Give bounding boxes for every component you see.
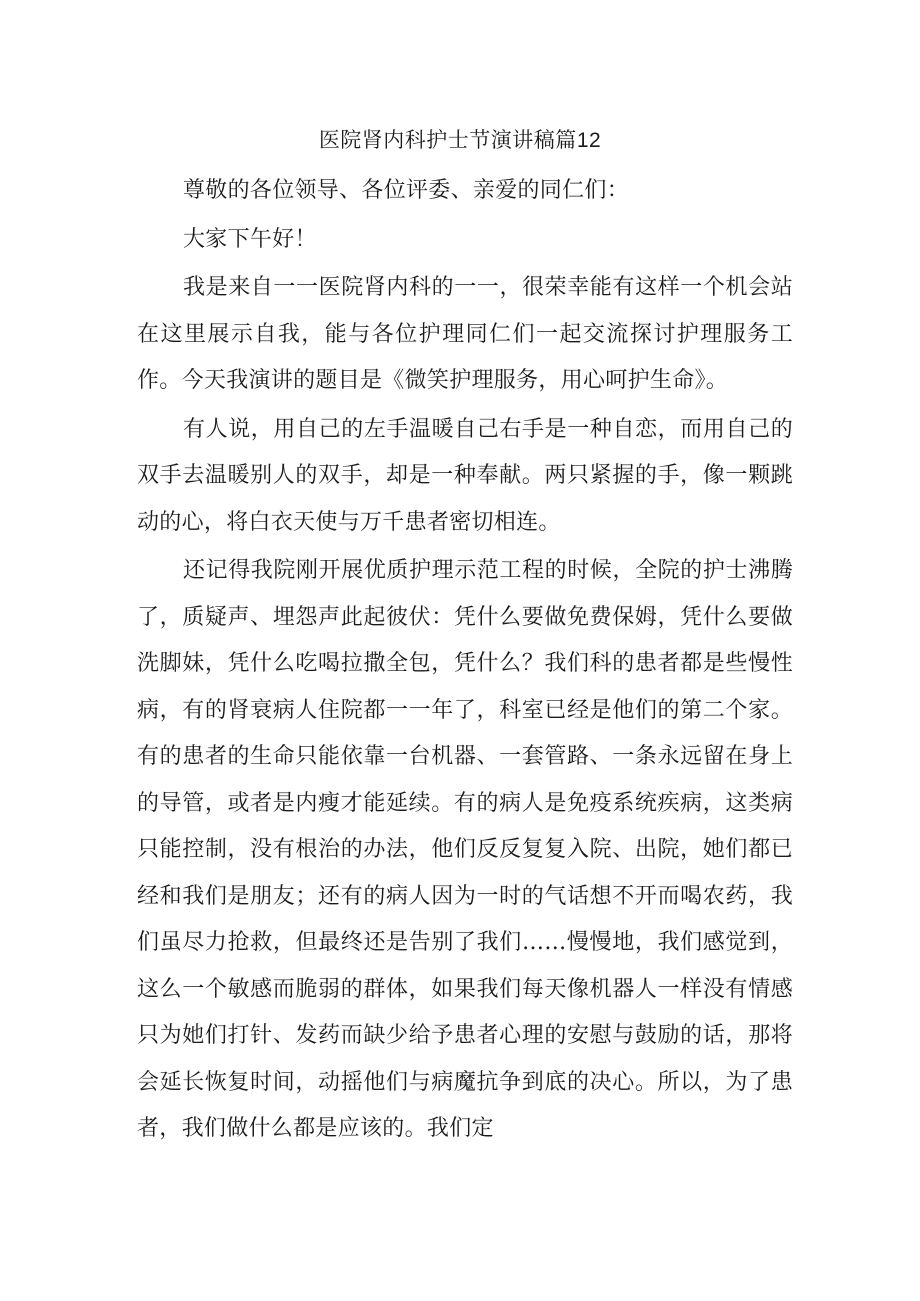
title-number: 12 xyxy=(576,129,602,152)
body-paragraph: 我是来自一一医院肾内科的一一，很荣幸能有这样一个机会站在这里展示自我，能与各位护理同仁们一起交流探讨护理服务工作。今天我演讲的题目是《微笑护理服务，用心呵护生命》。 xyxy=(137,275,793,393)
body-paragraph: 还记得我院刚开展优质护理示范工程的时候，全院的护士沸腾了，质疑声、埋怨声此起彼伏：凭什么要做免费保姆，凭什么要做洗脚妹，凭什么吃喝拉撒全包，凭什么？我们科的患者都是些慢性病，有的肾衰病人住院都一一年了，科室已经是他们的第二个家。有的患者的生命只能依靠一台机器、一套管路、一条永远留在身上的导管，或者是内瘦才能延续。有的病人是免疫系统疾病，这类病只能控制，没有根治的办法，他们反反复复入院、出院，她们都已经和我们是朋友；还有的病人因为一时的气话想不开而喝农药，我们虽尽力抢救，但最终还是告别了我们……慢慢地，我们感觉到，这么一个敏感而脆弱的群体，如果我们每天像机器人一样没有情感只为她们打针、发药而缺少给予患者心理的安慰与鼓励的话，那将会延长恢复时间，动摇他们与病魔抗争到底的决心。所以，为了患者，我们做什么都是应该的。我们定 xyxy=(137,558,793,1141)
salutation-paragraph: 尊敬的各位领导、各位评委、亲爱的同仁们： xyxy=(183,178,630,203)
body-paragraph: 有人说，用自己的左手温暖自己右手是一种自恋，而用自己的双手去温暖别人的双手，却是一种奉献。两只紧握的手，像一颗跳动的心，将白衣天使与万千患者密切相连。 xyxy=(137,416,793,535)
page-title xyxy=(0,124,920,157)
document-body xyxy=(137,168,793,1153)
title-text: 医院肾内科护士节演讲稿篇 xyxy=(318,128,577,152)
greeting-paragraph: 大家下午好！ xyxy=(183,226,317,252)
